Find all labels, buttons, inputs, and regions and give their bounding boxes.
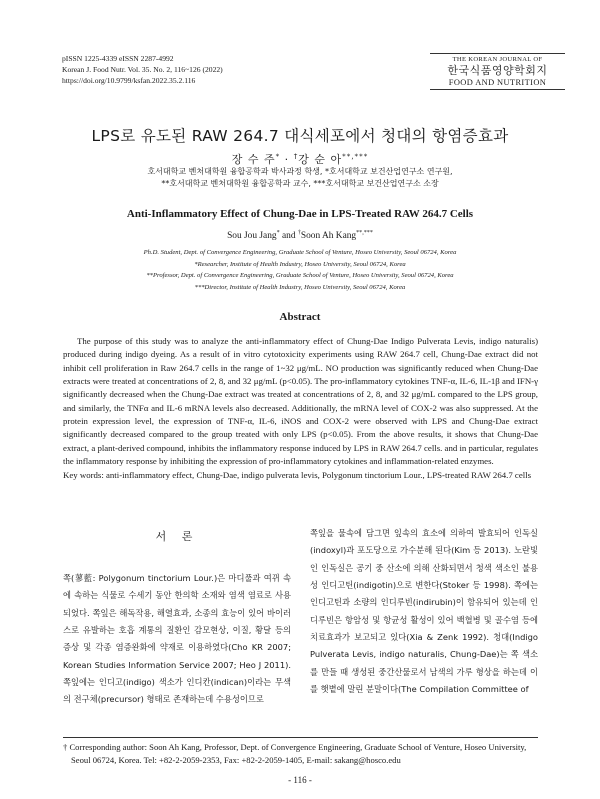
paper-title-kr: LPS로 유도된 RAW 264.7 대식세포에서 청대의 항염증효과 [91, 127, 509, 145]
page-number: - 116 - [288, 775, 312, 785]
doi-line[interactable]: https://doi.org/10.9799/ksfan.2022.35.2.116 [62, 76, 196, 85]
affiliation-en-line: Ph.D. Student, Dept. of Convergence Engineering, Graduate School of Venture, Hoseo University, Seoul 06724, Korea [143, 249, 457, 256]
affiliation-kr-line: **호서대학교 벤처대학원 융합공학과 교수, ***호서대학교 보건산업연구소 소장 [161, 179, 439, 188]
issn-line: pISSN 1225-4339 eISSN 2287-4992 [62, 54, 174, 63]
affiliation-en-line: **Professor, Dept. of Convergence Engineering, Graduate School of Venture, Hoseo University, Seoul 06724, Korea [146, 272, 454, 279]
journal-name-kr: 한국식품영양학회지 [447, 64, 548, 77]
paper-title-en: Anti-Inflammatory Effect of Chung-Dae in LPS-Treated RAW 264.7 Cells [126, 208, 474, 220]
author-2-kr: 강 순 아 [298, 153, 343, 166]
corresponding-dagger: † [293, 151, 299, 161]
journal-logo [430, 53, 565, 90]
author-2-en-mark: **,*** [356, 229, 373, 236]
body-column-left: 쪽(蓼藍: Polygonum tinctorium Lour.)은 마디풀과 여뀌 속에 속하는 식물로 수세기 동안 한의학 소재와 염색 염료로 사용되었다. 쪽잎은 해독작용, 해열효과, 소종의 효능이 있어 바이러스로 유발하는 호흡 계통의 질환인 감모현상, 이질, 황달 등의 증상 및 각종 염증완화에 약재로 이용하였다(Cho KR 2007; Korean Studies Information Service 2007; Heo J 2011). 쪽잎에는 인디고(indigo) 색소가 인디칸(indican)이라는 무색의 전구체(precursor) 형태로 존재하는데 수용성이므로 [63, 573, 291, 705]
affiliations-en [60, 247, 540, 293]
corresponding-dagger-en: † [297, 229, 301, 236]
affiliation-kr-line: 호서대학교 벤처대학원 융합공학과 박사과정 학생, *호서대학교 보건산업연구소 연구원, [147, 167, 453, 176]
author-1-kr-mark: * [275, 151, 281, 161]
journal-name-en-bottom: FOOD AND NUTRITION [430, 78, 565, 90]
header-citation-block [62, 53, 223, 86]
author-separator: · [280, 153, 294, 166]
affiliation-en-line: *Researcher, Institute of Health Industry, Hoseo University, Seoul 06724, Korea [194, 260, 406, 268]
affiliations-kr [60, 166, 540, 190]
section-heading-introduction: 서 론 [155, 530, 199, 543]
abstract-text: The purpose of this study was to analyze the anti-inflammatory effect of Chung-Dae Indigo Pulverata Levis, indigo naturalis) produced during indigo dyeing. As a result of in vitro cytotoxicity experiments using RAW 264.7 cell, Chung-Dae extract did not inhibit cell proliferation in Raw 264.7 cells in the range of 1~32 μg/mL. NO production was significantly reduced when Chung-Dae extracts were treated at concentrations of 2, 8, and 32 μg/mL (p<0.05). The pro-inflammatory cytokines TNF-α, IL-6, IL-1β and IFN-γ significantly decreased when the Chung-Dae extract was treated at concentrations of 2, 8, and 32 μg/mL compared to the LPS group, and similarly, the TNFα and IL-6 mRNA levels also decreased. Additionally, the mRNA level of COX-2 was also suppressed. At the protein expression level, the expression of TNF-α, IL-6, iNOS and COX-2 were observed with LPS and Chung-Dae extract significantly decreased compared to the group treated with only LPS (p<0.05). From the above results, it shows that Chung-Dae extract, a plant-derived compound, inhibits the inflammatory response induced by LPS in RAW 264.7 cells. and in particular, regulates the inflammatory response by inhibiting the expression of pro-inflammatory cytokines and inflammation-related enzymes. [63, 336, 538, 467]
keywords: Key words: anti-inflammatory effect, Chung-Dae, indigo pulverata levis, Polygonum tinctorium Lour., LPS-treated RAW 264.7 cells [63, 470, 532, 480]
author-1-kr: 장 수 주 [231, 153, 276, 166]
journal-name-en-top: THE KOREAN JOURNAL OF [430, 53, 565, 63]
author-1-en: Sou Jou Jang [227, 231, 277, 241]
footnote-divider [63, 737, 538, 738]
authors-kr [0, 151, 600, 167]
author-2-kr-mark: **,*** [342, 151, 369, 161]
citation-line: Korean J. Food Nutr. Vol. 35. No. 2, 116~126 (2022) [62, 65, 223, 74]
author-1-en-mark: * [276, 229, 280, 236]
author-conjunction: and [279, 231, 298, 241]
body-column-right: 쪽잎을 물속에 담그면 잎속의 효소에 의하여 발효되어 인독실(indoxyl)과 포도당으로 가수분해 된다(Kim 등 2013). 노란빛인 인독실은 공기 중 산소에 의해 산화되면서 청색 색소인 불용성 인디고틴(indigotin)으로 변한다(Stoker 등 1998). 쪽에는 인디고틴과 소량의 인디루빈(indirubin)이 함유되어 있는데 인디루빈은 항암성 및 항균성 활성이 있어 백혈병 및 골수염 등에 치료효과가 보고되고 있다(Xia & Zenk 1992). 청대(Indigo Pulverata Levis, indigo naturalis, Chung-Dae)는 쪽 색소를 만들 때 생성된 중간산물로서 남색의 가루 형상을 하는데 이를 햇볕에 말린 분말이다(The Compilation Committee of [310, 528, 538, 695]
author-2-en: Soon Ah Kang [300, 231, 357, 241]
affiliation-en-line: ***Director, Institute of Health Industry, Hoseo University, Seoul 06724, Korea [194, 283, 406, 291]
abstract-heading: Abstract [279, 311, 321, 323]
authors-en [0, 231, 600, 241]
corresponding-author-footnote: † Corresponding author: Soon Ah Kang, Professor, Dept. of Convergence Engineering, Graduate School of Venture, Hoseo University, Seoul 06724, Korea. Tel: +82-2-2059-2353, Fax: +82-2-2059-1405, E-mail: sakang@hosco.edu [63, 742, 527, 765]
